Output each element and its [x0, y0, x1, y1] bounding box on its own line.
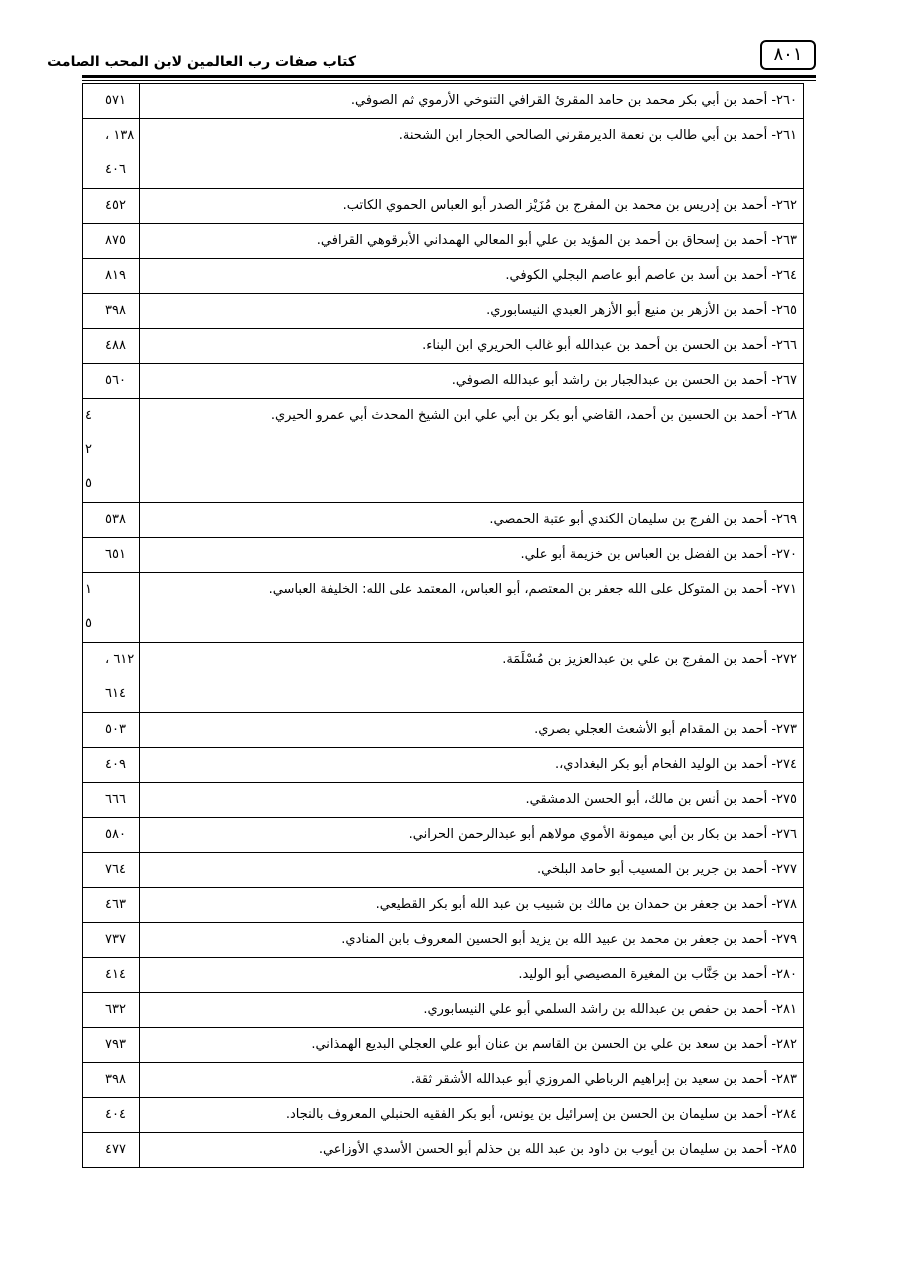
- entry-cell: [140, 573, 804, 643]
- page-ref: ٤٠٩: [105, 757, 126, 772]
- header-rule-thin: [82, 80, 816, 81]
- entry-text: ٢٧٦- أحمد بن بكار بن أبي ميمونة الأموي مولاهم أبو عبدالرحمن الحراني.: [408, 827, 797, 842]
- table-row: [83, 573, 804, 643]
- entry-cell: [140, 259, 804, 294]
- page-ref: ٧٣٧: [105, 932, 126, 947]
- page-ref: ٥٦٠: [105, 373, 126, 388]
- table-row: [83, 294, 804, 329]
- entry-cell: [140, 888, 804, 923]
- entry-text: ٢٧٥- أحمد بن أنس بن مالك، أبو الحسن الدمشقي.: [525, 792, 797, 807]
- page-ref-cell: [83, 1063, 140, 1098]
- table-row: [83, 853, 804, 888]
- page-ref: ٤٥٢: [105, 198, 126, 213]
- page-ref-cell: [83, 888, 140, 923]
- entry-cell: [140, 1098, 804, 1133]
- entry-cell: [140, 818, 804, 853]
- table-row: [83, 1063, 804, 1098]
- table-row: [83, 713, 804, 748]
- page-ref-cell: [83, 364, 140, 399]
- entry-text: ٢٦٧- أحمد بن الحسن بن عبدالجبار بن راشد أبو عبدالله الصوفي.: [451, 373, 797, 388]
- table-row: [83, 958, 804, 993]
- entry-cell: [140, 503, 804, 538]
- entry-cell: [140, 993, 804, 1028]
- page-ref: ٥: [85, 476, 92, 491]
- entry-cell: [140, 364, 804, 399]
- entry-text: ٢٨٥- أحمد بن سليمان بن أيوب بن داود بن عبد الله بن حذلم أبو الحسن الأسدي الأوزاعي.: [318, 1142, 797, 1157]
- page-ref: ٤: [85, 408, 92, 423]
- entry-text: ٢٦١- أحمد بن أبي طالب بن نعمة الديرمقرني الصالحي الحجار ابن الشحنة.: [398, 128, 797, 143]
- page-ref-cell: [83, 993, 140, 1028]
- page-ref: ٦٥١: [105, 547, 126, 562]
- page-ref: ٣٩٨: [105, 1072, 126, 1087]
- entry-cell: [140, 538, 804, 573]
- entry-text: ٢٦٠- أحمد بن أبي بكر محمد بن حامد المقرئ القرافي التنوخي الأرموي ثم الصوفي.: [350, 93, 797, 108]
- entry-cell: [140, 224, 804, 259]
- page-ref-cell: [83, 399, 140, 503]
- table-row: [83, 364, 804, 399]
- entry-cell: [140, 713, 804, 748]
- entry-text: ٢٦٥- أحمد بن الأزهر بن منيع أبو الأزهر العبدي النيسابوري.: [486, 303, 797, 318]
- page-ref: ٨٧٥: [105, 233, 126, 248]
- entry-text: ٢٧٨- أحمد بن جعفر بن حمدان بن مالك بن شبيب بن عبد الله أبو بكر القطيعي.: [375, 897, 797, 912]
- page-ref-cell: [83, 189, 140, 224]
- page-ref-cell: [83, 538, 140, 573]
- page-ref: ٣٩٨: [105, 303, 126, 318]
- page-ref: ٥٧١: [105, 93, 126, 108]
- index-table: [82, 83, 804, 1168]
- entry-text: ٢٧٠- أحمد بن الفضل بن العباس بن خزيمة أبو علي.: [520, 547, 797, 562]
- page-ref: ٤٧٧: [105, 1142, 126, 1157]
- page-ref-cell: [83, 713, 140, 748]
- table-row: [83, 923, 804, 958]
- entry-text: ٢٦٣- أحمد بن إسحاق بن أحمد بن المؤيد بن علي أبو المعالي الهمداني الأبرقوهي القرافي.: [316, 233, 797, 248]
- entry-text: ٢٦٨- أحمد بن الحسين بن أحمد، القاضي أبو بكر بن أبي علي ابن الشيخ المحدث أبي عمرو الحيري.: [270, 408, 797, 423]
- page-ref: ٧٦٤: [105, 862, 126, 877]
- page-ref-cell: [83, 748, 140, 783]
- page-ref-cell: [83, 329, 140, 364]
- entry-text: ٢٨١- أحمد بن حفص بن عبدالله بن راشد السلمي أبو علي النيسابوري.: [423, 1002, 797, 1017]
- entry-text: ٢٦٦- أحمد بن الحسن بن أحمد بن عبدالله أبو غالب الحريري ابن البناء.: [422, 338, 797, 353]
- page-ref: ٦١٢ ،: [105, 652, 135, 667]
- entry-text: ٢٧١- أحمد بن المتوكل على الله جعفر بن المعتصم، أبو العباس، المعتمد على الله: الخليفة العباسي.: [268, 582, 797, 597]
- table-row: [83, 399, 804, 503]
- entry-text: ٢٧٣- أحمد بن المقدام أبو الأشعث العجلي بصري.: [534, 722, 797, 737]
- page-ref-cell: [83, 259, 140, 294]
- entry-cell: [140, 748, 804, 783]
- page-ref: ٥: [85, 616, 92, 631]
- entry-cell: [140, 643, 804, 713]
- page-number: ٨٠١: [760, 40, 816, 70]
- page-ref: ٥٣٨: [105, 512, 126, 527]
- table-row: [83, 643, 804, 713]
- entry-cell: [140, 399, 804, 503]
- page-ref: ٧٩٣: [105, 1037, 126, 1052]
- entry-text: ٢٧٩- أحمد بن جعفر بن محمد بن عبيد الله بن يزيد أبو الحسين المعروف بابن المنادي.: [341, 932, 797, 947]
- table-row: [83, 1098, 804, 1133]
- table-row: [83, 783, 804, 818]
- page-ref-cell: [83, 783, 140, 818]
- page-ref-cell: [83, 294, 140, 329]
- header-rule-thick: [82, 75, 816, 78]
- entry-text: ٢٦٩- أحمد بن الفرج بن سليمان الكندي أبو عتبة الحمصي.: [489, 512, 797, 527]
- page-ref-cell: [83, 224, 140, 259]
- entry-text: ٢٨٤- أحمد بن سليمان بن الحسن بن إسرائيل بن يونس، أبو بكر الفقيه الحنبلي المعروف بالنجاد.: [285, 1107, 797, 1122]
- entry-text: ٢٧٤- أحمد بن الوليد الفحام أبو بكر البغدادي،.: [554, 757, 797, 772]
- table-row: [83, 329, 804, 364]
- entry-cell: [140, 119, 804, 189]
- table-row: [83, 538, 804, 573]
- page-ref-cell: [83, 853, 140, 888]
- page-ref: ٥٠٣: [105, 722, 126, 737]
- index-table-body: [83, 84, 804, 1168]
- page-ref-cell: [83, 119, 140, 189]
- entry-text: ٢٧٢- أحمد بن المفرج بن علي بن عبدالعزيز بن مُسْلَمَة.: [502, 652, 797, 667]
- entry-cell: [140, 329, 804, 364]
- entry-cell: [140, 84, 804, 119]
- page-ref: ٤٨٨: [105, 338, 126, 353]
- page-ref-cell: [83, 643, 140, 713]
- table-row: [83, 1133, 804, 1168]
- table-row: [83, 888, 804, 923]
- entry-cell: [140, 1028, 804, 1063]
- entry-cell: [140, 294, 804, 329]
- page-ref-cell: [83, 84, 140, 119]
- page-ref-cell: [83, 923, 140, 958]
- page-ref-cell: [83, 818, 140, 853]
- page-ref: ٤١٤: [105, 967, 126, 982]
- page-ref-cell: [83, 1133, 140, 1168]
- page-ref: ٥٨٠: [105, 827, 126, 842]
- entry-text: ٢٧٧- أحمد بن جرير بن المسيب أبو حامد البلخي.: [537, 862, 797, 877]
- entry-text: ٢٨٢- أحمد بن سعد بن علي بن الحسن بن القاسم بن عنان أبو علي العجلي البديع الهمذاني.: [311, 1037, 797, 1052]
- entry-cell: [140, 958, 804, 993]
- entry-text: ٢٦٢- أحمد بن إدريس بن محمد بن المفرج بن مُزَيْز الصدر أبو العباس الحموي الكاتب.: [342, 198, 797, 213]
- table-row: [83, 259, 804, 294]
- page-ref: ٤٦٣: [105, 897, 126, 912]
- table-row: [83, 748, 804, 783]
- page-ref: ٤٠٦: [105, 162, 126, 177]
- page-ref: ١٣٨ ،: [105, 128, 135, 143]
- entry-text: ٢٨٠- أحمد بن جَنَّاب بن المغيرة المصيصي أبو الوليد.: [518, 967, 797, 982]
- entry-text: ٢٨٣- أحمد بن سعيد بن إبراهيم الرباطي المروزي أبو عبدالله الأشقر ثقة.: [410, 1072, 797, 1087]
- table-row: [83, 224, 804, 259]
- page-ref-cell: [83, 573, 140, 643]
- table-row: [83, 1028, 804, 1063]
- page-ref: ٢: [85, 442, 92, 457]
- table-row: [83, 503, 804, 538]
- page-ref-cell: [83, 503, 140, 538]
- table-row: [83, 84, 804, 119]
- entry-cell: [140, 1133, 804, 1168]
- page-ref: ١: [85, 582, 92, 597]
- entry-cell: [140, 189, 804, 224]
- page-ref-cell: [83, 1028, 140, 1063]
- table-row: [83, 119, 804, 189]
- table-row: [83, 818, 804, 853]
- table-row: [83, 993, 804, 1028]
- book-title: كتاب صفات رب العالمين لابن المحب الصامت: [47, 54, 356, 70]
- page-ref: ٦١٤: [105, 686, 126, 701]
- page-ref-cell: [83, 1098, 140, 1133]
- entry-cell: [140, 1063, 804, 1098]
- page-ref: ٦٣٢: [105, 1002, 126, 1017]
- entry-cell: [140, 923, 804, 958]
- page-ref: ٤٠٤: [105, 1107, 126, 1122]
- page-ref-cell: [83, 958, 140, 993]
- page-ref: ٨١٩: [105, 268, 126, 283]
- entry-cell: [140, 853, 804, 888]
- table-row: [83, 189, 804, 224]
- entry-cell: [140, 783, 804, 818]
- entry-text: ٢٦٤- أحمد بن أسد بن عاصم أبو عاصم البجلي الكوفي.: [505, 268, 797, 283]
- page-ref: ٦٦٦: [105, 792, 126, 807]
- page-header: [47, 38, 816, 74]
